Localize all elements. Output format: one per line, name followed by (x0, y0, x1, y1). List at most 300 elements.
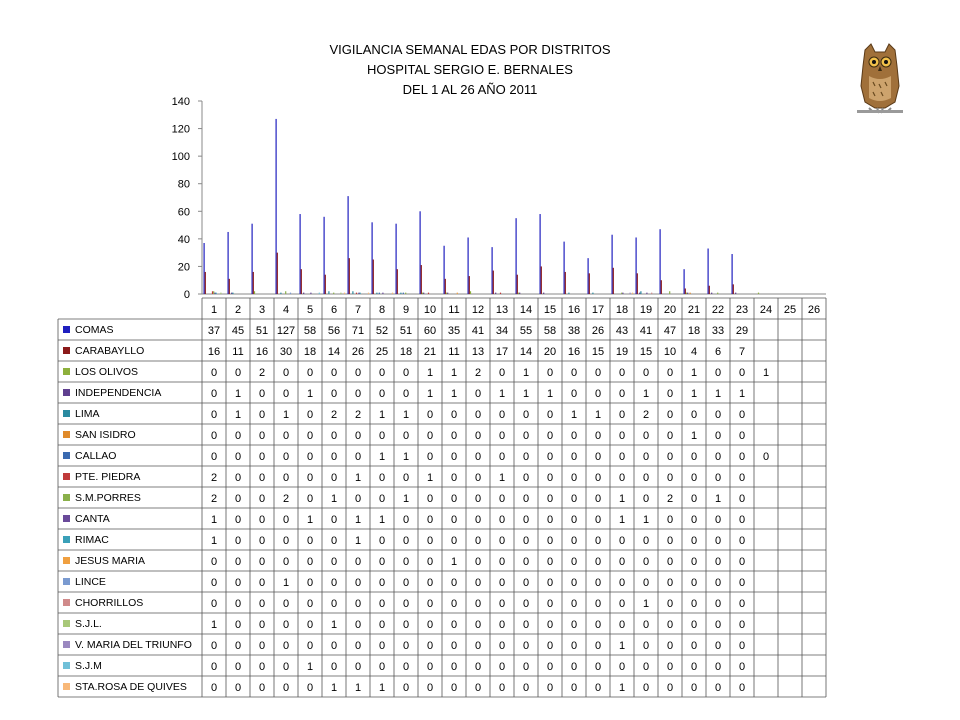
data-label: 0 (426, 577, 434, 589)
data-label: 0 (330, 367, 338, 379)
data-label: 0 (234, 682, 242, 694)
x-tick-label: 20 (663, 304, 677, 316)
bar-comas (228, 232, 229, 294)
data-label: 0 (450, 514, 458, 526)
data-label: 0 (426, 661, 434, 673)
data-label: 16 (207, 346, 221, 358)
data-label: 0 (426, 430, 434, 442)
data-label: 1 (330, 682, 338, 694)
data-label: 1 (618, 682, 626, 694)
data-label: 0 (474, 409, 482, 421)
bar-comas (540, 214, 541, 294)
data-label: 0 (306, 577, 314, 589)
data-label: 0 (474, 430, 482, 442)
bar-comas (348, 196, 349, 294)
bar-pte-piedra (212, 291, 213, 294)
data-label: 0 (282, 598, 290, 610)
data-label: 0 (378, 661, 386, 673)
data-label: 0 (258, 619, 266, 631)
data-label: 0 (450, 430, 458, 442)
data-label: 0 (618, 451, 626, 463)
data-label: 0 (426, 409, 434, 421)
data-label: 1 (378, 514, 386, 526)
data-label: 0 (690, 619, 698, 631)
data-label: 0 (690, 451, 698, 463)
data-label: 1 (402, 409, 410, 421)
bar-s-m-porres (333, 293, 334, 294)
data-label: 1 (306, 661, 314, 673)
data-label: 0 (594, 598, 602, 610)
bar-independencia (735, 293, 736, 294)
x-tick-label: 1 (210, 304, 218, 316)
legend-swatch (63, 326, 70, 333)
data-label: 0 (642, 367, 650, 379)
data-label: 0 (546, 598, 554, 610)
bar-comas (324, 217, 325, 294)
data-label: 127 (276, 325, 296, 337)
data-label: 0 (474, 472, 482, 484)
bar-los-olivos (422, 293, 423, 294)
data-label: 43 (615, 325, 629, 337)
data-label: 0 (282, 682, 290, 694)
data-label: 0 (522, 409, 530, 421)
data-label: 0 (498, 367, 506, 379)
data-label: 0 (666, 556, 674, 568)
data-label: 0 (690, 493, 698, 505)
bar-comas (588, 258, 589, 294)
legend-label: LINCE (75, 576, 106, 588)
data-label: 0 (474, 619, 482, 631)
data-label: 0 (498, 535, 506, 547)
chart-title-line-1: VIGILANCIA SEMANAL EDAS POR DISTRITOS (329, 42, 611, 57)
data-label: 60 (423, 325, 437, 337)
data-label: 0 (210, 367, 218, 379)
data-label: 1 (714, 493, 722, 505)
legend-label: V. MARIA DEL TRIUNFO (75, 639, 192, 651)
data-label: 0 (522, 640, 530, 652)
data-label: 58 (543, 325, 557, 337)
data-label: 0 (450, 619, 458, 631)
data-label: 10 (663, 346, 677, 358)
legend-label: CANTA (75, 513, 110, 525)
data-label: 0 (594, 472, 602, 484)
data-label: 51 (255, 325, 269, 337)
data-label: 0 (378, 577, 386, 589)
data-label: 0 (546, 619, 554, 631)
data-label: 7 (738, 346, 746, 358)
data-label: 2 (642, 409, 650, 421)
bar-comas (420, 211, 421, 294)
data-label: 0 (642, 472, 650, 484)
data-label: 0 (330, 556, 338, 568)
bar-lima (568, 293, 569, 294)
data-label: 0 (594, 577, 602, 589)
data-label: 0 (450, 535, 458, 547)
data-label: 0 (450, 409, 458, 421)
bar-lima (640, 291, 641, 294)
data-label: 0 (690, 514, 698, 526)
data-label: 0 (306, 430, 314, 442)
data-label: 14 (327, 346, 341, 358)
data-label: 0 (570, 388, 578, 400)
data-label: 0 (690, 640, 698, 652)
data-label: 0 (378, 598, 386, 610)
data-label: 0 (738, 577, 746, 589)
data-label: 0 (714, 367, 722, 379)
data-label: 0 (618, 430, 626, 442)
data-label: 1 (402, 451, 410, 463)
data-label: 19 (615, 346, 629, 358)
data-label: 0 (378, 367, 386, 379)
data-label: 1 (210, 619, 218, 631)
bar-s-m-porres (285, 291, 286, 294)
legend-label: RIMAC (75, 534, 109, 546)
y-tick-label: 40 (177, 233, 190, 246)
bar-san-isidro (690, 293, 691, 294)
x-tick-label: 11 (448, 304, 460, 316)
x-tick-label: 21 (687, 304, 701, 316)
data-label: 0 (330, 661, 338, 673)
data-label: 0 (378, 388, 386, 400)
data-label: 0 (354, 640, 362, 652)
y-tick-label: 60 (177, 206, 190, 219)
data-label: 0 (330, 430, 338, 442)
bar-carabayllo (349, 258, 350, 294)
y-tick-label: 0 (183, 289, 190, 301)
bar-s-j-l- (220, 293, 221, 294)
data-label: 0 (594, 388, 602, 400)
bar-los-olivos (446, 293, 447, 294)
data-label: 0 (546, 577, 554, 589)
x-tick-label: 12 (471, 304, 485, 316)
chart-title-line-3: DEL 1 AL 26 AÑO 2011 (402, 82, 538, 97)
data-label: 0 (714, 640, 722, 652)
legend-label: S.M.PORRES (75, 492, 141, 504)
data-label: 0 (570, 514, 578, 526)
bar-sta-rosa-de-quives (632, 293, 633, 294)
data-label: 0 (210, 598, 218, 610)
bar-s-m-porres (621, 293, 622, 294)
data-label: 0 (306, 619, 314, 631)
data-label: 0 (714, 535, 722, 547)
data-label: 0 (522, 514, 530, 526)
data-label: 0 (714, 451, 722, 463)
data-label: 0 (690, 535, 698, 547)
data-label: 0 (714, 661, 722, 673)
data-label: 1 (714, 388, 722, 400)
data-label: 2 (354, 409, 362, 421)
data-label: 0 (642, 682, 650, 694)
data-label: 1 (690, 367, 698, 379)
bar-independencia (543, 293, 544, 294)
bar-independencia (495, 293, 496, 294)
legend-swatch (63, 557, 70, 564)
data-label: 16 (567, 346, 581, 358)
data-label: 0 (234, 619, 242, 631)
data-label: 0 (762, 451, 770, 463)
legend-label: LIMA (75, 408, 100, 420)
data-label: 1 (306, 514, 314, 526)
data-label: 0 (234, 556, 242, 568)
data-label: 1 (522, 367, 530, 379)
data-label: 2 (474, 367, 482, 379)
data-label: 0 (426, 682, 434, 694)
bar-comas (564, 242, 565, 294)
data-label: 1 (354, 535, 362, 547)
data-label: 0 (330, 388, 338, 400)
data-label: 0 (642, 493, 650, 505)
data-label: 0 (402, 640, 410, 652)
x-tick-label: 14 (519, 304, 533, 316)
legend-swatch (63, 473, 70, 480)
bar-carabayllo (277, 253, 278, 294)
bar-comas (636, 237, 637, 294)
bar-comas (444, 246, 445, 294)
data-label: 0 (450, 577, 458, 589)
bar-carabayllo (301, 269, 302, 294)
data-label: 0 (738, 430, 746, 442)
bar-s-m-porres (213, 291, 214, 294)
bar-comas (252, 224, 253, 294)
data-label: 0 (450, 640, 458, 652)
bar-comas (276, 119, 277, 294)
data-label: 0 (690, 682, 698, 694)
bar-carabayllo (541, 266, 542, 294)
bar-v-maria-del-triunfo (630, 293, 631, 294)
x-tick-label: 4 (282, 304, 290, 316)
data-label: 0 (498, 661, 506, 673)
data-label: 0 (498, 493, 506, 505)
bar-independencia (447, 293, 448, 294)
data-label: 0 (402, 535, 410, 547)
bar-independencia (231, 293, 232, 294)
x-tick-label: 3 (258, 304, 266, 316)
data-label: 37 (207, 325, 221, 337)
data-label: 0 (450, 451, 458, 463)
data-label: 1 (426, 472, 434, 484)
data-label: 0 (234, 535, 242, 547)
data-label: 0 (354, 388, 362, 400)
bar-carabayllo (565, 272, 566, 294)
data-label: 1 (450, 388, 458, 400)
data-label: 4 (690, 346, 698, 358)
data-label: 0 (402, 367, 410, 379)
bar-carabayllo (253, 272, 254, 294)
data-label: 0 (498, 409, 506, 421)
x-tick-label: 23 (735, 304, 749, 316)
bar-carabayllo (661, 280, 662, 294)
data-label: 0 (546, 451, 554, 463)
data-label: 0 (666, 682, 674, 694)
bar-carabayllo (493, 271, 494, 294)
data-label: 0 (210, 430, 218, 442)
data-label: 51 (399, 325, 413, 337)
data-label: 0 (714, 430, 722, 442)
legend-swatch (63, 452, 70, 459)
bar-callao (379, 293, 380, 294)
data-label: 0 (378, 640, 386, 652)
y-tick-label: 100 (171, 151, 190, 164)
data-label: 0 (426, 535, 434, 547)
data-label: 0 (306, 472, 314, 484)
x-tick-label: 2 (234, 304, 242, 316)
data-label: 25 (375, 346, 389, 358)
legend-label: PTE. PIEDRA (75, 471, 141, 483)
legend-label: STA.ROSA DE QUIVES (75, 681, 187, 693)
data-label: 0 (354, 619, 362, 631)
bar-lima (352, 291, 353, 294)
x-tick-label: 26 (807, 304, 821, 316)
data-label: 0 (546, 661, 554, 673)
data-label: 0 (546, 430, 554, 442)
data-label: 0 (594, 451, 602, 463)
data-label: 0 (426, 514, 434, 526)
legend-label: SAN ISIDRO (75, 429, 136, 441)
bar-carabayllo (445, 279, 446, 294)
data-label: 0 (522, 535, 530, 547)
data-label: 71 (351, 325, 365, 337)
data-label: 0 (666, 388, 674, 400)
bar-los-olivos (470, 291, 471, 294)
data-label: 0 (570, 577, 578, 589)
data-label: 0 (282, 535, 290, 547)
data-label: 0 (474, 577, 482, 589)
data-label: 34 (495, 325, 509, 337)
data-label: 0 (354, 451, 362, 463)
data-label: 0 (594, 367, 602, 379)
data-label: 0 (690, 661, 698, 673)
y-tick-label: 20 (177, 261, 190, 274)
data-label: 0 (378, 430, 386, 442)
data-label: 0 (666, 472, 674, 484)
data-label: 0 (570, 367, 578, 379)
data-label: 1 (378, 682, 386, 694)
data-label: 0 (258, 451, 266, 463)
data-label: 0 (570, 430, 578, 442)
data-label: 0 (570, 598, 578, 610)
data-label: 52 (375, 325, 389, 337)
bar-comas (516, 218, 517, 294)
data-label: 0 (330, 535, 338, 547)
data-label: 30 (279, 346, 293, 358)
bar-pte-piedra (428, 293, 429, 294)
data-label: 0 (738, 535, 746, 547)
data-label: 26 (351, 346, 365, 358)
data-label: 0 (522, 556, 530, 568)
data-label: 0 (234, 640, 242, 652)
data-label: 0 (738, 493, 746, 505)
data-label: 0 (282, 619, 290, 631)
data-label: 0 (738, 682, 746, 694)
bar-comas (612, 235, 613, 294)
data-label: 0 (234, 661, 242, 673)
data-label: 0 (354, 367, 362, 379)
data-label: 0 (258, 577, 266, 589)
data-label: 1 (642, 514, 650, 526)
data-label: 1 (306, 388, 314, 400)
data-label: 0 (570, 682, 578, 694)
data-label: 0 (594, 640, 602, 652)
data-label: 0 (642, 430, 650, 442)
data-label: 0 (642, 661, 650, 673)
data-label: 0 (402, 514, 410, 526)
bar-carabayllo (229, 279, 230, 294)
legend-label: INDEPENDENCIA (75, 387, 162, 399)
data-label: 0 (426, 619, 434, 631)
bar-comas (732, 254, 733, 294)
data-label: 2 (330, 409, 338, 421)
bar-carabayllo (589, 273, 590, 294)
data-label: 0 (738, 661, 746, 673)
data-label: 0 (522, 451, 530, 463)
bar-carabayllo (685, 288, 686, 294)
bar-carabayllo (469, 276, 470, 294)
data-label: 0 (474, 514, 482, 526)
data-label: 0 (546, 556, 554, 568)
data-label: 0 (282, 388, 290, 400)
data-label: 0 (378, 493, 386, 505)
data-label: 0 (618, 367, 626, 379)
bar-rimac (216, 293, 217, 294)
data-label: 16 (255, 346, 269, 358)
data-label: 0 (330, 472, 338, 484)
data-label: 1 (642, 388, 650, 400)
data-label: 0 (426, 640, 434, 652)
legend-label: S.J.L. (75, 618, 102, 630)
data-label: 1 (570, 409, 578, 421)
data-label: 0 (426, 451, 434, 463)
legend-swatch (63, 368, 70, 375)
data-label: 0 (330, 598, 338, 610)
bar-sta-rosa-de-quives (392, 293, 393, 294)
data-label: 1 (594, 409, 602, 421)
data-label: 2 (258, 367, 266, 379)
data-label: 0 (522, 682, 530, 694)
data-label: 0 (570, 556, 578, 568)
data-label: 0 (618, 472, 626, 484)
legend-label: COMAS (75, 324, 114, 336)
legend-label: LOS OLIVOS (75, 366, 139, 378)
data-label: 1 (690, 388, 698, 400)
data-label: 0 (642, 640, 650, 652)
data-label: 0 (666, 598, 674, 610)
data-label: 29 (735, 325, 749, 337)
legend-swatch (63, 389, 70, 396)
legend-swatch (63, 431, 70, 438)
legend-swatch (63, 536, 70, 543)
bar-lince (290, 293, 291, 294)
data-label: 0 (330, 577, 338, 589)
bar-lima (400, 293, 401, 294)
data-label: 1 (354, 514, 362, 526)
data-label: 0 (474, 682, 482, 694)
data-label: 0 (330, 640, 338, 652)
data-label: 0 (546, 493, 554, 505)
x-tick-label: 24 (759, 304, 773, 316)
data-label: 0 (618, 661, 626, 673)
data-label: 18 (303, 346, 317, 358)
legend-label: CALLAO (75, 450, 117, 462)
data-label: 0 (210, 388, 218, 400)
data-label: 0 (690, 577, 698, 589)
bar-s-m-porres (405, 293, 406, 294)
data-label: 0 (306, 409, 314, 421)
bar-s-j-l- (340, 293, 341, 294)
data-label: 0 (378, 535, 386, 547)
bar-lima (592, 293, 593, 294)
data-label: 1 (282, 577, 290, 589)
bar-comas (396, 224, 397, 294)
